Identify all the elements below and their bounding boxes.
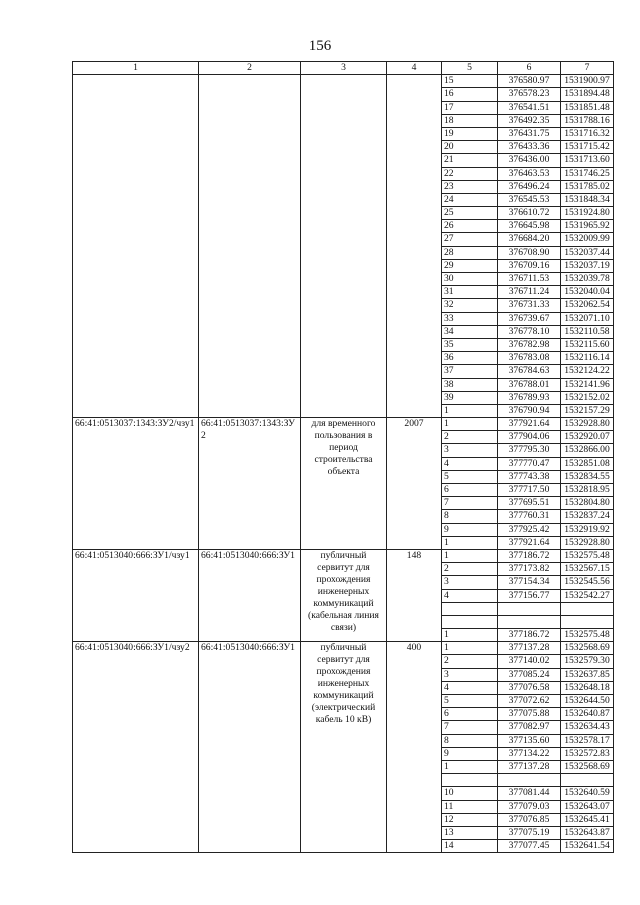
point-number-cell: 39: [442, 391, 498, 404]
area-cell: 400: [387, 642, 442, 853]
source-parcel-cell: 66:41:0513040:666:ЗУ1: [199, 642, 301, 853]
header-cell: 1: [73, 62, 199, 75]
parcel-number-cell: [73, 75, 199, 418]
point-number-cell: 7: [442, 497, 498, 510]
x-coordinate-cell: 376731.33: [498, 299, 561, 312]
point-number-cell: 21: [442, 154, 498, 167]
x-coordinate-cell: 377173.82: [498, 563, 561, 576]
point-number-cell: 13: [442, 826, 498, 839]
table-row: [73, 418, 614, 431]
point-number-cell: 20: [442, 141, 498, 154]
y-coordinate-cell: 1532644.50: [561, 695, 614, 708]
area-cell: 2007: [387, 418, 442, 550]
point-number-cell: 36: [442, 352, 498, 365]
y-coordinate-cell: 1532575.48: [561, 629, 614, 642]
y-coordinate-cell: 1532851.08: [561, 457, 614, 470]
header-cell: 6: [498, 62, 561, 75]
point-number-cell: 2: [442, 655, 498, 668]
y-coordinate-cell: 1532640.87: [561, 708, 614, 721]
y-coordinate-cell: 1532568.69: [561, 760, 614, 773]
y-coordinate-cell: 1532040.04: [561, 286, 614, 299]
purpose-cell: публичный сервитут для прохождения инженерных коммуникаций (кабельная линия связи): [301, 549, 387, 641]
x-coordinate-cell: [498, 774, 561, 787]
y-coordinate-cell: 1532866.00: [561, 444, 614, 457]
parcel-number-cell: 66:41:0513037:1343:ЗУ2/чзу1: [73, 418, 199, 550]
point-number-cell: 31: [442, 286, 498, 299]
point-number-cell: 34: [442, 325, 498, 338]
point-number-cell: 6: [442, 484, 498, 497]
point-number-cell: 26: [442, 220, 498, 233]
y-coordinate-cell: 1531713.60: [561, 154, 614, 167]
x-coordinate-cell: 376492.35: [498, 114, 561, 127]
y-coordinate-cell: 1532834.55: [561, 470, 614, 483]
point-number-cell: [442, 615, 498, 628]
point-number-cell: 14: [442, 840, 498, 853]
y-coordinate-cell: 1531894.48: [561, 88, 614, 101]
page-number: 156: [308, 38, 332, 54]
x-coordinate-cell: 377795.30: [498, 444, 561, 457]
point-number-cell: 32: [442, 299, 498, 312]
x-coordinate-cell: 377085.24: [498, 668, 561, 681]
point-number-cell: 4: [442, 589, 498, 602]
point-number-cell: [442, 774, 498, 787]
y-coordinate-cell: 1531900.97: [561, 75, 614, 88]
point-number-cell: 17: [442, 101, 498, 114]
y-coordinate-cell: 1532837.24: [561, 510, 614, 523]
point-number-cell: 1: [442, 629, 498, 642]
y-coordinate-cell: 1532643.07: [561, 800, 614, 813]
x-coordinate-cell: 377137.28: [498, 760, 561, 773]
x-coordinate-cell: 376645.98: [498, 220, 561, 233]
point-number-cell: 2: [442, 563, 498, 576]
x-coordinate-cell: 377135.60: [498, 734, 561, 747]
source-parcel-cell: 66:41:0513037:1343:ЗУ2: [199, 418, 301, 550]
source-parcel-cell: 66:41:0513040:666:ЗУ1: [199, 549, 301, 641]
x-coordinate-cell: 376711.53: [498, 273, 561, 286]
table-row: [73, 75, 614, 88]
y-coordinate-cell: 1532568.69: [561, 642, 614, 655]
x-coordinate-cell: 377075.19: [498, 826, 561, 839]
point-number-cell: 15: [442, 75, 498, 88]
x-coordinate-cell: 377925.42: [498, 523, 561, 536]
y-coordinate-cell: 1532037.19: [561, 259, 614, 272]
header-cell: 2: [199, 62, 301, 75]
x-coordinate-cell: 377072.62: [498, 695, 561, 708]
y-coordinate-cell: [561, 602, 614, 615]
y-coordinate-cell: 1532071.10: [561, 312, 614, 325]
area-cell: 148: [387, 549, 442, 641]
x-coordinate-cell: 376684.20: [498, 233, 561, 246]
x-coordinate-cell: 376790.94: [498, 404, 561, 417]
purpose-cell: для временного пользования в период строительства объекта: [301, 418, 387, 550]
x-coordinate-cell: 376788.01: [498, 378, 561, 391]
y-coordinate-cell: 1532643.87: [561, 826, 614, 839]
y-coordinate-cell: 1531788.16: [561, 114, 614, 127]
y-coordinate-cell: 1532542.27: [561, 589, 614, 602]
x-coordinate-cell: 377760.31: [498, 510, 561, 523]
point-number-cell: 10: [442, 787, 498, 800]
y-coordinate-cell: 1532039.78: [561, 273, 614, 286]
point-number-cell: 1: [442, 549, 498, 562]
y-coordinate-cell: 1532641.54: [561, 840, 614, 853]
y-coordinate-cell: 1532062.54: [561, 299, 614, 312]
header-row: [73, 62, 614, 75]
coordinates-table: [72, 61, 614, 853]
point-number-cell: 1: [442, 536, 498, 549]
x-coordinate-cell: 377140.02: [498, 655, 561, 668]
x-coordinate-cell: 376739.67: [498, 312, 561, 325]
x-coordinate-cell: 376496.24: [498, 180, 561, 193]
parcel-number-cell: 66:41:0513040:666:ЗУ1/чзу2: [73, 642, 199, 853]
y-coordinate-cell: 1531848.34: [561, 193, 614, 206]
x-coordinate-cell: 376708.90: [498, 246, 561, 259]
x-coordinate-cell: 377921.64: [498, 418, 561, 431]
point-number-cell: 16: [442, 88, 498, 101]
y-coordinate-cell: 1532919.92: [561, 523, 614, 536]
x-coordinate-cell: 377154.34: [498, 576, 561, 589]
y-coordinate-cell: 1531785.02: [561, 180, 614, 193]
y-coordinate-cell: 1532928.80: [561, 418, 614, 431]
x-coordinate-cell: 377695.51: [498, 497, 561, 510]
x-coordinate-cell: 376784.63: [498, 365, 561, 378]
parcel-number-cell: 66:41:0513040:666:ЗУ1/чзу1: [73, 549, 199, 641]
x-coordinate-cell: 376578.23: [498, 88, 561, 101]
y-coordinate-cell: [561, 774, 614, 787]
x-coordinate-cell: 377904.06: [498, 431, 561, 444]
y-coordinate-cell: 1532648.18: [561, 681, 614, 694]
y-coordinate-cell: 1532572.83: [561, 747, 614, 760]
point-number-cell: 8: [442, 510, 498, 523]
x-coordinate-cell: 377076.58: [498, 681, 561, 694]
point-number-cell: 5: [442, 470, 498, 483]
point-number-cell: 1: [442, 418, 498, 431]
x-coordinate-cell: 377156.77: [498, 589, 561, 602]
point-number-cell: 9: [442, 747, 498, 760]
x-coordinate-cell: 376709.16: [498, 259, 561, 272]
x-coordinate-cell: 377134.22: [498, 747, 561, 760]
x-coordinate-cell: 376541.51: [498, 101, 561, 114]
y-coordinate-cell: [561, 615, 614, 628]
point-number-cell: 18: [442, 114, 498, 127]
x-coordinate-cell: 377079.03: [498, 800, 561, 813]
y-coordinate-cell: 1531716.32: [561, 127, 614, 140]
purpose-cell: [301, 75, 387, 418]
x-coordinate-cell: 376778.10: [498, 325, 561, 338]
y-coordinate-cell: 1532634.43: [561, 721, 614, 734]
y-coordinate-cell: 1532804.80: [561, 497, 614, 510]
point-number-cell: 35: [442, 338, 498, 351]
point-number-cell: 30: [442, 273, 498, 286]
y-coordinate-cell: 1532640.59: [561, 787, 614, 800]
point-number-cell: 9: [442, 523, 498, 536]
y-coordinate-cell: 1532579.30: [561, 655, 614, 668]
y-coordinate-cell: 1532116.14: [561, 352, 614, 365]
y-coordinate-cell: 1532157.29: [561, 404, 614, 417]
x-coordinate-cell: 377186.72: [498, 549, 561, 562]
point-number-cell: 5: [442, 695, 498, 708]
y-coordinate-cell: 1532110.58: [561, 325, 614, 338]
point-number-cell: 1: [442, 642, 498, 655]
x-coordinate-cell: 377082.97: [498, 721, 561, 734]
header-cell: 3: [301, 62, 387, 75]
y-coordinate-cell: 1531924.80: [561, 207, 614, 220]
header-cell: 7: [561, 62, 614, 75]
point-number-cell: 25: [442, 207, 498, 220]
point-number-cell: 37: [442, 365, 498, 378]
x-coordinate-cell: 377137.28: [498, 642, 561, 655]
header-cell: 4: [387, 62, 442, 75]
x-coordinate-cell: [498, 615, 561, 628]
y-coordinate-cell: 1532920.07: [561, 431, 614, 444]
point-number-cell: 7: [442, 721, 498, 734]
y-coordinate-cell: 1532141.96: [561, 378, 614, 391]
y-coordinate-cell: 1532545.56: [561, 576, 614, 589]
x-coordinate-cell: 376610.72: [498, 207, 561, 220]
point-number-cell: 6: [442, 708, 498, 721]
y-coordinate-cell: 1532578.17: [561, 734, 614, 747]
point-number-cell: 3: [442, 444, 498, 457]
y-coordinate-cell: 1532575.48: [561, 549, 614, 562]
y-coordinate-cell: 1532645.41: [561, 813, 614, 826]
x-coordinate-cell: 376711.24: [498, 286, 561, 299]
area-cell: [387, 75, 442, 418]
y-coordinate-cell: 1531715.42: [561, 141, 614, 154]
point-number-cell: 8: [442, 734, 498, 747]
x-coordinate-cell: 377077.45: [498, 840, 561, 853]
point-number-cell: 33: [442, 312, 498, 325]
source-parcel-cell: [199, 75, 301, 418]
y-coordinate-cell: 1531965.92: [561, 220, 614, 233]
point-number-cell: 22: [442, 167, 498, 180]
point-number-cell: 27: [442, 233, 498, 246]
point-number-cell: 19: [442, 127, 498, 140]
x-coordinate-cell: 376431.75: [498, 127, 561, 140]
x-coordinate-cell: 377075.88: [498, 708, 561, 721]
x-coordinate-cell: 376782.98: [498, 338, 561, 351]
x-coordinate-cell: 377770.47: [498, 457, 561, 470]
point-number-cell: 3: [442, 668, 498, 681]
point-number-cell: 11: [442, 800, 498, 813]
point-number-cell: 12: [442, 813, 498, 826]
y-coordinate-cell: 1532009.99: [561, 233, 614, 246]
y-coordinate-cell: 1532637.85: [561, 668, 614, 681]
point-number-cell: 28: [442, 246, 498, 259]
x-coordinate-cell: 376580.97: [498, 75, 561, 88]
x-coordinate-cell: 376463.53: [498, 167, 561, 180]
x-coordinate-cell: 377186.72: [498, 629, 561, 642]
point-number-cell: 1: [442, 404, 498, 417]
point-number-cell: 38: [442, 378, 498, 391]
y-coordinate-cell: 1531746.25: [561, 167, 614, 180]
y-coordinate-cell: 1532124.22: [561, 365, 614, 378]
point-number-cell: 4: [442, 457, 498, 470]
purpose-cell: публичный сервитут для прохождения инженерных коммуникаций (электрический кабель 10 кВ): [301, 642, 387, 853]
y-coordinate-cell: 1532152.02: [561, 391, 614, 404]
point-number-cell: 4: [442, 681, 498, 694]
x-coordinate-cell: 376545.53: [498, 193, 561, 206]
point-number-cell: 3: [442, 576, 498, 589]
x-coordinate-cell: 377743.38: [498, 470, 561, 483]
header-cell: 5: [442, 62, 498, 75]
y-coordinate-cell: 1531851.48: [561, 101, 614, 114]
x-coordinate-cell: 376783.08: [498, 352, 561, 365]
y-coordinate-cell: 1532037.44: [561, 246, 614, 259]
point-number-cell: 24: [442, 193, 498, 206]
table-row: [73, 549, 614, 562]
y-coordinate-cell: 1532115.60: [561, 338, 614, 351]
y-coordinate-cell: 1532567.15: [561, 563, 614, 576]
x-coordinate-cell: 377081.44: [498, 787, 561, 800]
point-number-cell: 2: [442, 431, 498, 444]
x-coordinate-cell: 376433.36: [498, 141, 561, 154]
y-coordinate-cell: 1532818.95: [561, 484, 614, 497]
point-number-cell: 23: [442, 180, 498, 193]
x-coordinate-cell: [498, 602, 561, 615]
point-number-cell: 1: [442, 760, 498, 773]
x-coordinate-cell: 377717.50: [498, 484, 561, 497]
x-coordinate-cell: 377921.64: [498, 536, 561, 549]
x-coordinate-cell: 376789.93: [498, 391, 561, 404]
point-number-cell: 29: [442, 259, 498, 272]
table-row: [73, 642, 614, 655]
x-coordinate-cell: 376436.00: [498, 154, 561, 167]
point-number-cell: [442, 602, 498, 615]
y-coordinate-cell: 1532928.80: [561, 536, 614, 549]
x-coordinate-cell: 377076.85: [498, 813, 561, 826]
